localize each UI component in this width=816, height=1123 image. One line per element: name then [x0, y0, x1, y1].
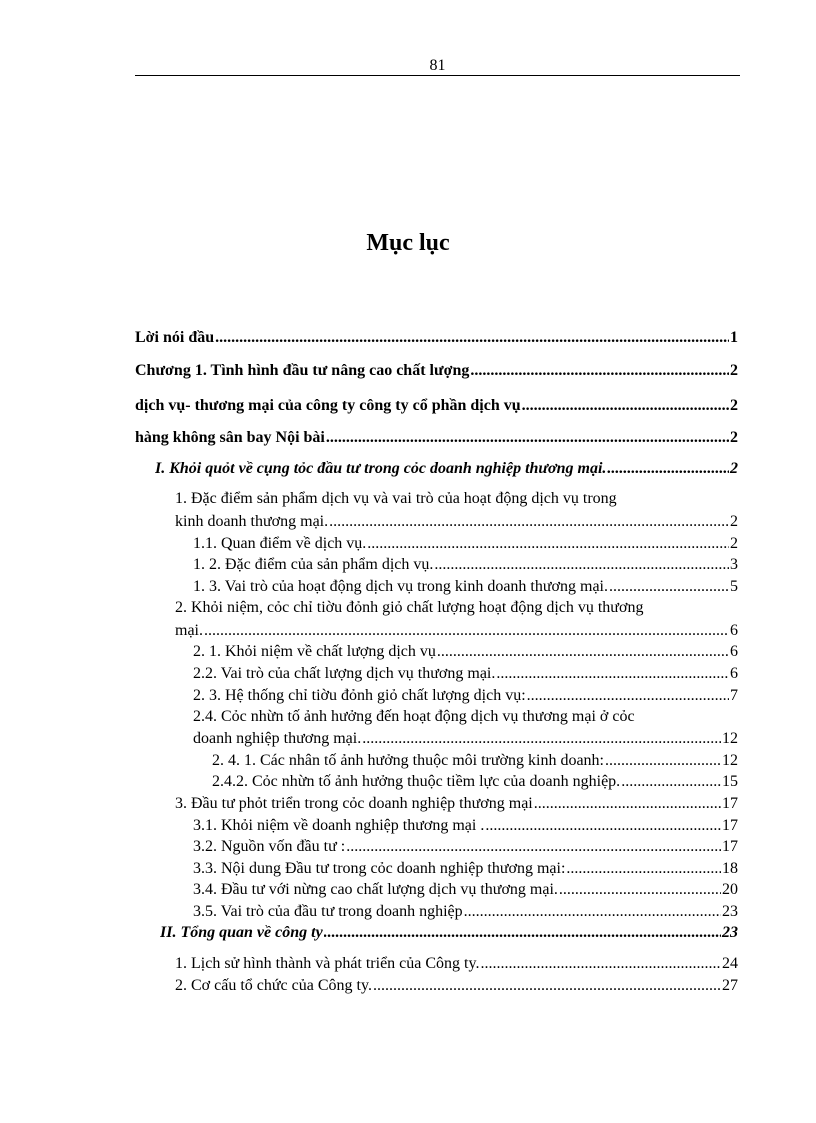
toc-entry-text: 2.4.2. Cỏc nhừn tố ảnh hưởng thuộc tiềm lực của doanh nghiệp.	[212, 773, 621, 790]
toc-entry[interactable]	[193, 903, 738, 921]
toc-page-number: 23	[722, 903, 738, 920]
toc-page-number: 1	[730, 329, 738, 346]
toc-leader	[373, 977, 721, 995]
toc-leader	[362, 730, 721, 748]
toc-entry-text: 2. 1. Khỏi niệm về chất lượng dịch vụ	[193, 643, 436, 660]
toc-entry-first-line: 2. Khỏi niệm, cỏc chỉ tiờu đỏnh giỏ chất lượng hoạt động dịch vụ thương	[175, 599, 644, 616]
toc-entry[interactable]	[175, 977, 738, 995]
toc-entry-text: I. Khỏi quỏt về cụng tỏc đầu tư trong cỏc doanh nghiệp thương mại.	[155, 460, 607, 477]
toc-leader	[324, 924, 721, 942]
toc-entry-text: 3.4. Đầu tư với nừng cao chất lượng dịch vụ thương mại.	[193, 881, 558, 898]
toc-leader	[326, 429, 729, 447]
toc-page-number: 6	[730, 643, 738, 660]
toc-entry[interactable]	[193, 860, 738, 878]
toc-leader	[609, 578, 729, 596]
toc-entry[interactable]	[193, 817, 738, 835]
toc-entry[interactable]	[193, 665, 738, 683]
toc-leader	[522, 397, 729, 415]
toc-entry-text: dịch vụ- thương mại của công ty công ty cổ phần dịch vụ	[135, 397, 521, 414]
toc-entry[interactable]	[212, 773, 738, 791]
toc-entry-text: 3.5. Vai trò của đầu tư trong doanh nghiệp	[193, 903, 463, 920]
toc-entry-text: 3.1. Khỏi niệm về doanh nghiệp thương mại .	[193, 817, 485, 834]
toc-entry-first-line: 1. Đặc điểm sản phẩm dịch vụ và vai trò của hoạt động dịch vụ trong	[175, 490, 617, 507]
toc-entry-text: Lời nói đầu	[135, 329, 215, 346]
toc-leader	[534, 795, 721, 813]
toc-leader	[607, 460, 729, 478]
toc-leader	[434, 556, 729, 574]
toc-entry[interactable]	[193, 643, 738, 661]
toc-page-number: 7	[730, 687, 738, 704]
toc-page-number: 24	[722, 955, 738, 972]
toc-page-number: 23	[722, 924, 738, 941]
toc-entry-text: 1. 3. Vai trò của hoạt động dịch vụ trong kinh doanh thương mại.	[193, 578, 608, 595]
toc-leader	[367, 535, 729, 553]
toc-entry-text: mại.	[175, 622, 203, 639]
toc-entry[interactable]	[135, 362, 738, 380]
toc-entry-text: II. Tổng quan về công ty	[160, 924, 323, 941]
toc-page-number: 2	[730, 429, 738, 446]
toc-entry[interactable]	[193, 556, 738, 574]
toc-page-number: 12	[722, 730, 738, 747]
toc-page-number: 12	[722, 752, 738, 769]
toc-entry-text: 3. Đầu tư phỏt triển trong cỏc doanh nghiệp thương mại	[175, 795, 533, 812]
toc-entry[interactable]	[175, 955, 738, 973]
toc-entry[interactable]	[212, 752, 738, 770]
toc-entry[interactable]	[193, 730, 738, 748]
toc-entry[interactable]	[155, 460, 738, 478]
toc-leader	[621, 773, 721, 791]
toc-page-number: 3	[730, 556, 738, 573]
toc-entry[interactable]	[135, 329, 738, 347]
page-number: 81	[429, 57, 446, 74]
toc-entry-text: hàng không sân bay Nội bài	[135, 429, 325, 446]
toc-entry-text: 2. 3. Hệ thống chỉ tiờu đỏnh giỏ chất lượng dịch vụ:	[193, 687, 526, 704]
toc-entry-first-line: 2.4. Cỏc nhừn tố ảnh hưởng đến hoạt động dịch vụ thương mại ở cỏc	[193, 708, 635, 725]
toc-entry[interactable]	[193, 687, 738, 705]
toc-entry[interactable]	[135, 429, 738, 447]
toc-entry[interactable]	[193, 881, 738, 899]
toc-entry-text: 1.1. Quan điểm về dịch vụ.	[193, 535, 367, 552]
toc-leader	[204, 622, 729, 640]
toc-leader	[329, 513, 729, 531]
toc-leader	[485, 817, 721, 835]
page-title: Mục lục	[366, 230, 450, 256]
toc-entry-text: doanh nghiệp thương mại.	[193, 730, 362, 747]
toc-page-number: 6	[730, 622, 738, 639]
toc-leader	[470, 362, 729, 380]
toc-leader	[437, 643, 729, 661]
toc-entry-text: Chương 1. Tình hình đầu tư nâng cao chất lượng	[135, 362, 470, 379]
toc-page-number: 27	[722, 977, 738, 994]
toc-page-number: 2	[730, 460, 738, 477]
toc-entry[interactable]	[193, 535, 738, 553]
toc-entry-text: 1. Lịch sử hình thành và phát triển của Công ty.	[175, 955, 480, 972]
toc-leader	[215, 329, 729, 347]
toc-leader	[527, 687, 729, 705]
toc-page-number: 6	[730, 665, 738, 682]
toc-entry[interactable]	[175, 795, 738, 813]
toc-page-number: 2	[730, 535, 738, 552]
toc-page-number: 15	[722, 773, 738, 790]
toc-entry-text: 2. 4. 1. Các nhân tố ảnh hưởng thuộc môi trường kinh doanh:	[212, 752, 604, 769]
toc-page-number: 2	[730, 362, 738, 379]
toc-page-number: 5	[730, 578, 738, 595]
toc-entry[interactable]	[193, 838, 738, 856]
toc-page-number: 17	[722, 795, 738, 812]
toc-leader	[605, 752, 721, 770]
toc-entry[interactable]	[175, 513, 738, 531]
toc-entry-text: kinh doanh thương mại.	[175, 513, 329, 530]
toc-entry[interactable]	[193, 578, 738, 596]
toc-page-number: 18	[722, 860, 738, 877]
toc-leader	[566, 860, 721, 878]
toc-entry[interactable]	[160, 924, 738, 942]
toc-page-number: 2	[730, 397, 738, 414]
toc-entry-text: 2. Cơ cấu tổ chức của Công ty.	[175, 977, 372, 994]
toc-leader	[480, 955, 721, 973]
toc-page-number: 20	[722, 881, 738, 898]
toc-leader	[464, 903, 721, 921]
toc-entry-text: 3.3. Nội dung Đầu tư trong cỏc doanh nghiệp thương mại:	[193, 860, 566, 877]
toc-entry-text: 2.2. Vai trò của chất lượng dịch vụ thương mại.	[193, 665, 496, 682]
toc-entry-text: 1. 2. Đặc điểm của sản phẩm dịch vụ.	[193, 556, 434, 573]
toc-page-number: 17	[722, 838, 738, 855]
toc-page-number: 17	[722, 817, 738, 834]
toc-entry-text: 3.2. Nguồn vốn đầu tư :	[193, 838, 346, 855]
toc-page-number: 2	[730, 513, 738, 530]
toc-entry[interactable]	[175, 622, 738, 640]
toc-leader	[346, 838, 721, 856]
toc-entry[interactable]	[135, 397, 738, 415]
toc-leader	[559, 881, 721, 899]
toc-leader	[496, 665, 729, 683]
